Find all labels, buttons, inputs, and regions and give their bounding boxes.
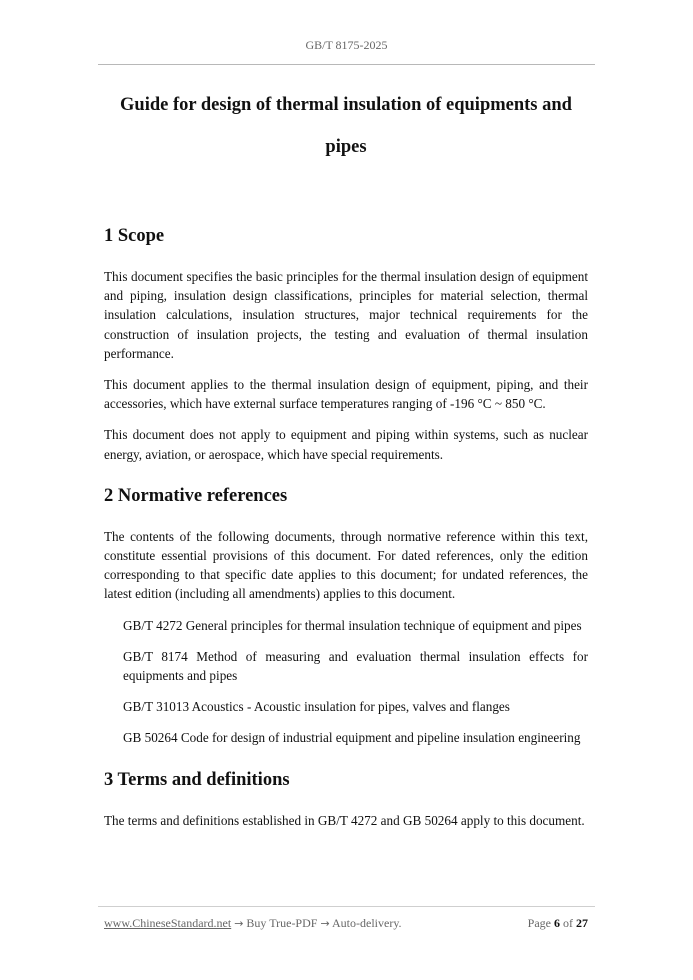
arrow-right-icon: →: [320, 917, 330, 930]
auto-delivery-text: Auto-delivery.: [332, 916, 402, 930]
reference-item: GB/T 4272 General principles for thermal insulation technique of equipment and pipes: [123, 617, 582, 633]
terms-definitions-paragraph: The terms and definitions established in GB/T 4272 and GB 50264 apply to this document.: [104, 812, 585, 828]
document-code-header: GB/T 8175-2025: [305, 38, 388, 52]
document-title: [104, 84, 588, 168]
total-pages: 27: [576, 916, 588, 930]
section-heading-scope: 1 Scope: [104, 226, 165, 246]
page-footer: [104, 916, 588, 931]
reference-item: GB/T 31013 Acoustics - Acoustic insulation for pipes, valves and flanges: [123, 699, 510, 715]
of-label: of: [563, 916, 573, 930]
footer-divider: [98, 906, 595, 907]
buy-true-pdf-text: Buy True-PDF: [246, 916, 318, 930]
website-link[interactable]: www.ChineseStandard.net: [104, 916, 232, 930]
reference-item: GB/T 8174 Method of measuring and evaluation thermal insulation effects for equipments and pipes: [123, 648, 588, 684]
current-page: 6: [554, 916, 560, 930]
page-label: Page: [527, 916, 551, 930]
normative-references-intro: The contents of the following documents, through normative reference within this text, constitute essential provisions of this document. For dated references, only the edition corresponding to that specific date applies to this document; for undated references, the latest edition (including all amendments) applies to this document.: [104, 528, 588, 602]
document-body: [104, 224, 588, 830]
arrow-right-icon: →: [234, 917, 244, 930]
reference-item: GB 50264 Code for design of industrial equipment and pipeline insulation engineering: [123, 730, 581, 746]
scope-paragraph-2: This document applies to the thermal insulation design of equipment, piping, and their accessories, which have external surface temperatures ranging of -196 °C ~ 850 °C.: [104, 377, 588, 412]
page-number: [528, 916, 588, 931]
section-heading-normative-references: 2 Normative references: [104, 485, 288, 506]
header-divider: [98, 64, 595, 65]
scope-paragraph-1: This document specifies the basic principles for the thermal insulation design of equipment and piping, insulation design classifications, principles for material selection, thermal insulation calculations, insulation structures, major technical requirements for the construction of insulation projects, the testing and evaluation of thermal insulation performance.: [104, 269, 588, 361]
scope-paragraph-3: This document does not apply to equipment and piping within systems, such as nuclear energy, aviation, or aerospace, which have special requirements.: [104, 427, 588, 462]
document-title-line-2: pipes: [325, 137, 367, 157]
section-heading-terms-and-definitions: 3 Terms and definitions: [104, 769, 290, 790]
document-title-line-1: Guide for design of thermal insulation of equipments and: [120, 95, 572, 115]
footer-left: [104, 916, 402, 931]
reference-list: [104, 616, 588, 748]
